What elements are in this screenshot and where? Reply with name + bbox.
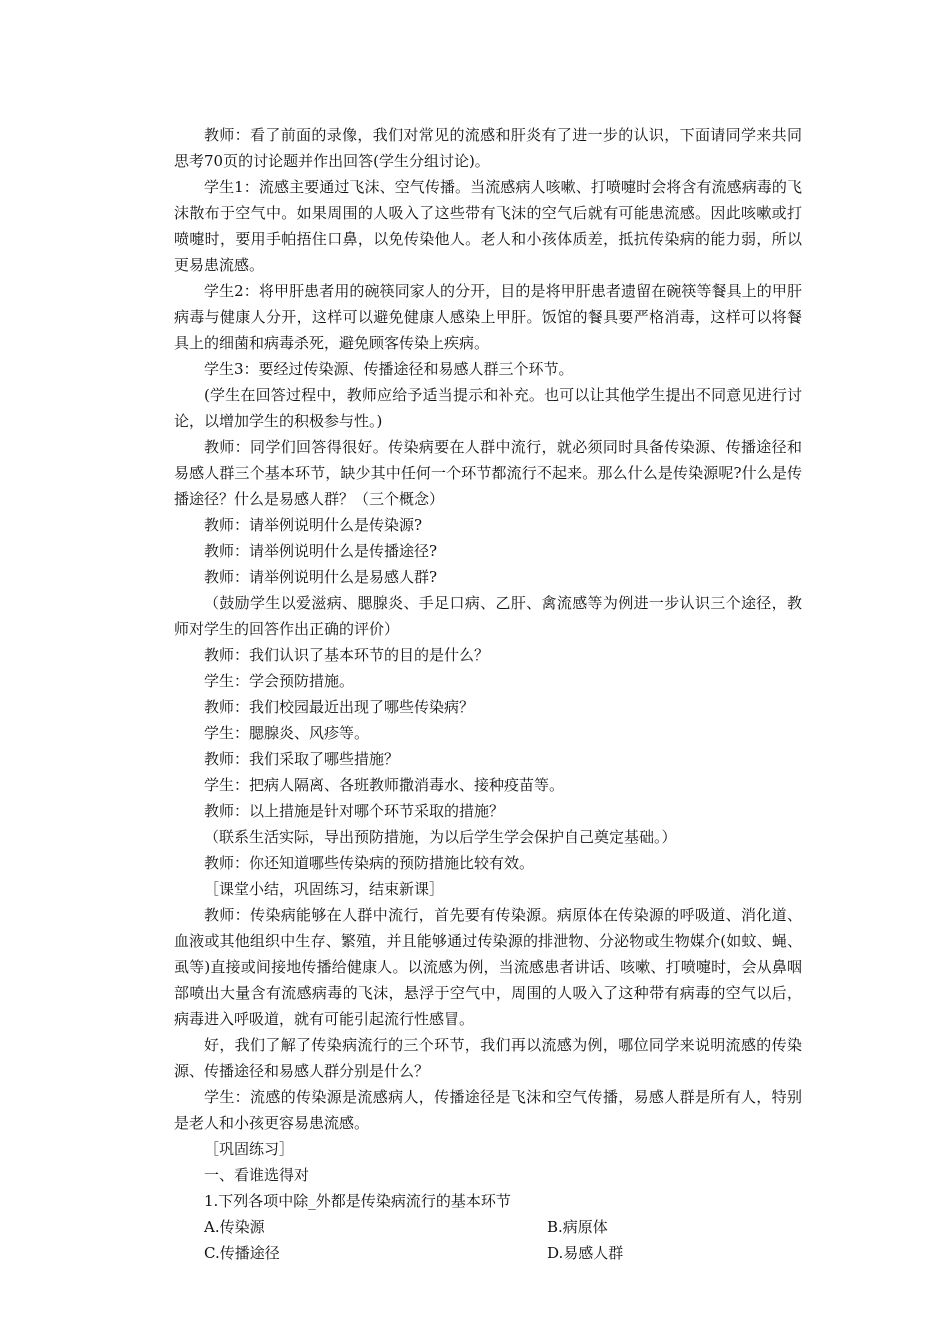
paragraph-student3: 学生3：要经过传染源、传播途径和易感人群三个环节。 — [204, 360, 574, 378]
paragraph-student-diseases: 学生：腮腺炎、风疹等。 — [204, 724, 370, 742]
choice-a: A.传染源 — [204, 1218, 265, 1236]
paragraph-student-flu-answer: 学生：流感的传染源是流感病人，传播途径是飞沫和空气传播，易感人群是所有人，特别是老人和小孩更容易患流感。 — [174, 1088, 802, 1132]
question-1: 1.下列各项中除_外都是传染病流行的基本环节 — [204, 1192, 511, 1210]
paragraph-teacher-link: 教师：以上措施是针对哪个环节采取的措施？ — [204, 802, 505, 820]
paragraph-q-susceptible: 教师：请举例说明什么是易感人群? — [204, 568, 438, 586]
paragraph-student-measures: 学生：把病人隔离、各班教师撒消毒水、接种疫苗等。 — [204, 776, 565, 794]
paragraph-teacher-intro: 教师：看了前面的录像，我们对常见的流感和肝炎有了进一步的认识，下面请同学来共同思考70页的讨论题并作出回答(学生分组讨论)。 — [174, 126, 802, 170]
paragraph-student-prevention: 学生：学会预防措施。 — [204, 672, 355, 690]
paragraph-student2: 学生2：将甲肝患者用的碗筷同家人的分开，目的是将甲肝患者遗留在碗筷等餐具上的甲肝病毒与健康人分开，这样可以避免健康人感染上甲肝。饭馆的餐具要严格消毒，这样可以将餐具上的细菌和病毒杀死，避免顾客传染上疾病。 — [174, 282, 802, 352]
section-heading-summary: ［课堂小结，巩固练习，结束新课］ — [204, 880, 445, 898]
paragraph-q-route: 教师：请举例说明什么是传播途径? — [204, 542, 438, 560]
choice-c: C.传播途径 — [204, 1244, 280, 1262]
paragraph-teacher-campus: 教师：我们校园最近出现了哪些传染病？ — [204, 698, 475, 716]
paragraph-teacher-concepts: 教师：同学们回答得很好。传染病要在人群中流行，就必须同时具备传染源、传播途径和易感人群三个基本环节，缺少其中任何一个环节都流行不起来。那么什么是传染源呢?什么是传播途径？什么是易感人群？（三个概念） — [174, 438, 802, 508]
paragraph-student1: 学生1：流感主要通过飞沫、空气传播。当流感病人咳嗽、打喷嚏时会将含有流感病毒的飞沫散布于空气中。如果周围的人吸入了这些带有飞沫的空气后就有可能患流感。因此咳嗽或打喷嚏时，要用手帕捂住口鼻，以免传染他人。老人和小孩体质差，抵抗传染病的能力弱，所以更易患流感。 — [174, 178, 802, 274]
paragraph-q-source: 教师：请举例说明什么是传染源? — [204, 516, 423, 534]
paragraph-teacher-measures: 教师：我们采取了哪些措施？ — [204, 750, 400, 768]
section-heading-choose: 一、看谁选得对 — [204, 1166, 310, 1184]
paragraph-teacher-flu-example: 好，我们了解了传染病流行的三个环节，我们再以流感为例，哪位同学来说明流感的传染源、传播途径和易感人群分别是什么？ — [174, 1036, 802, 1080]
paragraph-note-reallife: （联系生活实际，导出预防措施，为以后学生学会保护自己奠定基础。） — [204, 828, 677, 846]
choice-d: D.易感人群 — [547, 1244, 624, 1262]
choice-b: B.病原体 — [547, 1218, 608, 1236]
paragraph-note-discussion: (学生在回答过程中，教师应给予适当提示和补充。也可以让其他学生提出不同意见进行讨论，以增加学生的积极参与性。) — [174, 386, 802, 430]
paragraph-teacher-summary: 教师：传染病能够在人群中流行，首先要有传染源。病原体在传染源的呼吸道、消化道、血液或其他组织中生存、繁殖，并且能够通过传染源的排泄物、分泌物或生物媒介(如蚊、蝇、虱等)直接或间接地传播给健康人。以流感为例，当流感患者讲话、咳嗽、打喷嚏时，会从鼻咽部喷出大量含有流感病毒的飞沫，悬浮于空气中，周围的人吸入了这种带有病毒的空气以后，病毒进入呼吸道，就有可能引起流行性感冒。 — [174, 906, 802, 1028]
paragraph-teacher-effective: 教师：你还知道哪些传染病的预防措施比较有效。 — [204, 854, 535, 872]
paragraph-teacher-purpose: 教师：我们认识了基本环节的目的是什么？ — [204, 646, 490, 664]
section-heading-practice: ［巩固练习］ — [204, 1140, 295, 1158]
paragraph-note-examples: （鼓励学生以爱滋病、腮腺炎、手足口病、乙肝、禽流感等为例进一步认识三个途径，教师对学生的回答作出正确的评价） — [174, 594, 802, 638]
